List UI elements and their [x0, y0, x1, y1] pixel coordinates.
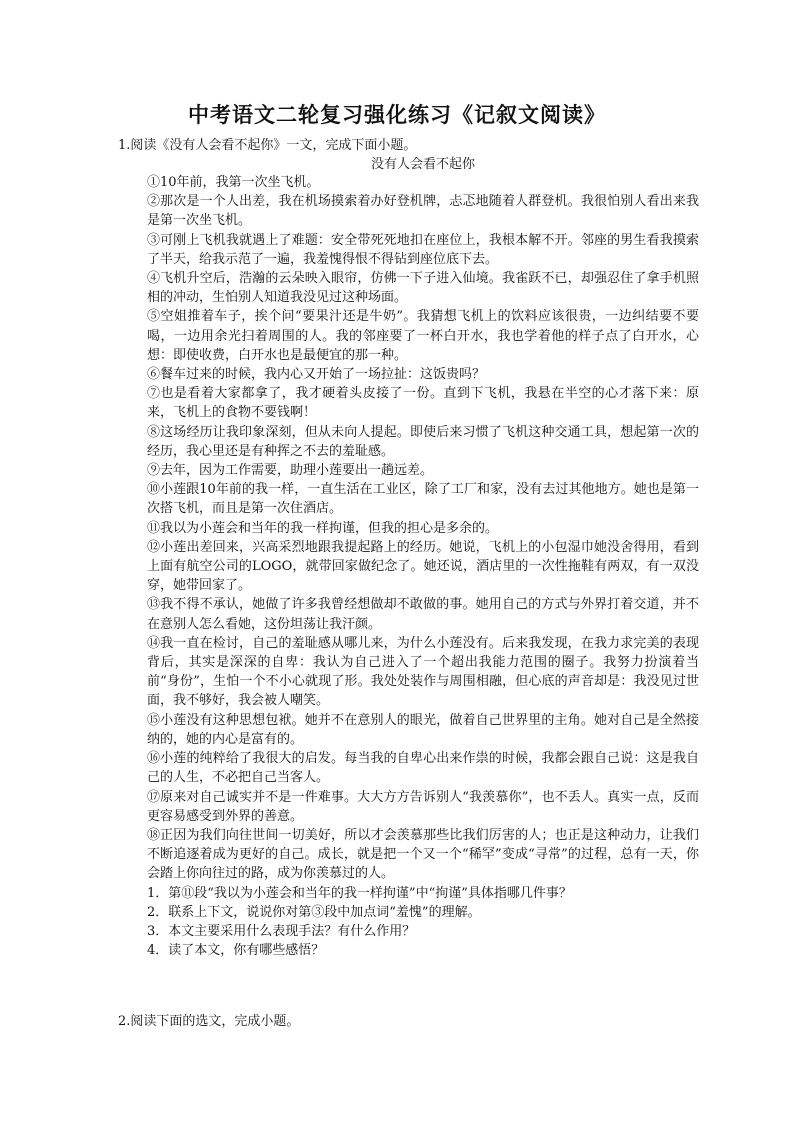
- question-1-intro: 1.阅读《没有人会看不起你》一文，完成下面小题。: [118, 138, 417, 153]
- paragraph: ⑤空姐推着车子，挨个问“要果汁还是牛奶”。我猜想飞机上的饮料应该很贵，一边纠结要不要喝，一边用余光扫着周围的人。我的邻座要了一杯白开水，我也学着他的样子点了白开水，心想：即使收费，白开水也是最便宜的那一种。: [147, 309, 699, 363]
- paragraph: ⑩小莲跟10年前的我一样，一直生活在工业区，除了工厂和家，没有去过其他地方。她也是第一次搭飞机，而且是第一次住酒店。: [147, 482, 699, 517]
- document-title: 中考语文二轮复习强化练习《记叙文阅读》: [188, 102, 606, 127]
- question-2-intro: 2.阅读下面的选文，完成小题。: [118, 1014, 300, 1029]
- paragraph: ⑫小莲出差回来，兴高采烈地跟我提起路上的经历。她说，飞机上的小包湿巾她没舍得用，看到上面有航空公司的LOGO，就带回家做纪念了。她还说，酒店里的一次性拖鞋有两双，有一双没穿，她带回家了。: [147, 539, 699, 594]
- paragraph: ③可刚上飞机我就遇上了难题：安全带死死地扣在座位上，我根本解不开。邻座的男生看我摸索了半天，给我示范了一遍，我羞愧得恨不得钻到座位底下去。: [147, 232, 699, 267]
- paragraph: ⑥餐车过来的时候，我内心又开始了一场拉扯：这饭贵吗？: [147, 367, 486, 383]
- question-item: 1．第⑪段“我以为小莲会和当年的我一样拘谨”中“拘谨”具体指哪几件事？: [147, 885, 572, 901]
- paragraph: ⑭我一直在检讨，自己的羞耻感从哪儿来，为什么小莲没有。后来我发现，在我力求完美的表现背后，其实是深深的自卑：我认为自己进入了一个超出我能力范围的圈子。我努力扮演着当前“身份”，生怕一个不小心就现了形。我处处装作与周围相融，但心底的声音却是：我没见过世面，我不够好，我会被人嘲笑。: [147, 635, 699, 709]
- paragraph: ⑯小莲的纯粹给了我很大的启发。每当我的自卑心出来作祟的时候，我都会跟自己说：这是我自己的人生，不必把自己当客人。: [147, 751, 699, 786]
- question-item: 2．联系上下文，说说你对第③段中加点词“羞愧”的理解。: [147, 904, 481, 920]
- question-item: 4．读了本文，你有哪些感悟？: [147, 943, 325, 959]
- paragraph: ④飞机升空后，浩瀚的云朵映入眼帘，仿佛一下子进入仙境。我雀跃不已，却强忍住了拿手机照相的冲动，生怕别人知道我没见过这种场面。: [147, 271, 699, 306]
- paragraph: ⑬我不得不承认，她做了许多我曾经想做却不敢做的事。她用自己的方式与外界打着交道，并不在意别人怎么看她，这份坦荡让我汗颜。: [147, 597, 699, 632]
- paragraph: ⑱正因为我们向往世间一切美好，所以才会羡慕那些比我们厉害的人；也正是这种动力，让我们不断追逐着成为更好的自己。成长，就是把一个又一个“稀罕”变成“寻常”的过程，总有一天，你会踏上你向往过的路，成为你羡慕过的人。: [147, 827, 699, 882]
- paragraph: ①10年前，我第一次坐飞机。: [147, 175, 320, 190]
- paragraph: ⑨去年，因为工作需要，助理小莲要出一趟远差。: [147, 463, 434, 479]
- paragraph: ⑦也是看着大家都拿了，我才硬着头皮接了一份。直到下飞机，我悬在半空的心才落下来：原来，飞机上的食物不要钱啊！: [147, 386, 699, 421]
- article-title: 没有人会看不起你: [370, 157, 475, 172]
- paragraph: ⑪我以为小莲会和当年的我一样拘谨，但我的担心是多余的。: [147, 520, 499, 536]
- paragraph: ⑰原来对自己诚实并不是一件难事。大大方方告诉别人“我羡慕你”，也不丢人。真实一点，反而更容易感受到外界的善意。: [147, 789, 699, 824]
- question-item: 3．本文主要采用什么表现手法？有什么作用？: [147, 923, 416, 939]
- paragraph: ⑮小莲没有这种思想包袱。她并不在意别人的眼光，做着自己世界里的主角。她对自己是全然接纳的，她的内心是富有的。: [147, 712, 699, 747]
- article-body: [147, 173, 699, 960]
- paragraph: ②那次是一个人出差，我在机场摸索着办好登机牌，忐忑地随着人群登机。我很怕别人看出来我是第一次坐飞机。: [147, 194, 699, 229]
- question-list: [147, 884, 699, 961]
- paragraph: ⑧这场经历让我印象深刻，但从未向人提起。即使后来习惯了飞机这种交通工具，想起第一次的经历，我心里还是有种挥之不去的羞耻感。: [147, 424, 699, 459]
